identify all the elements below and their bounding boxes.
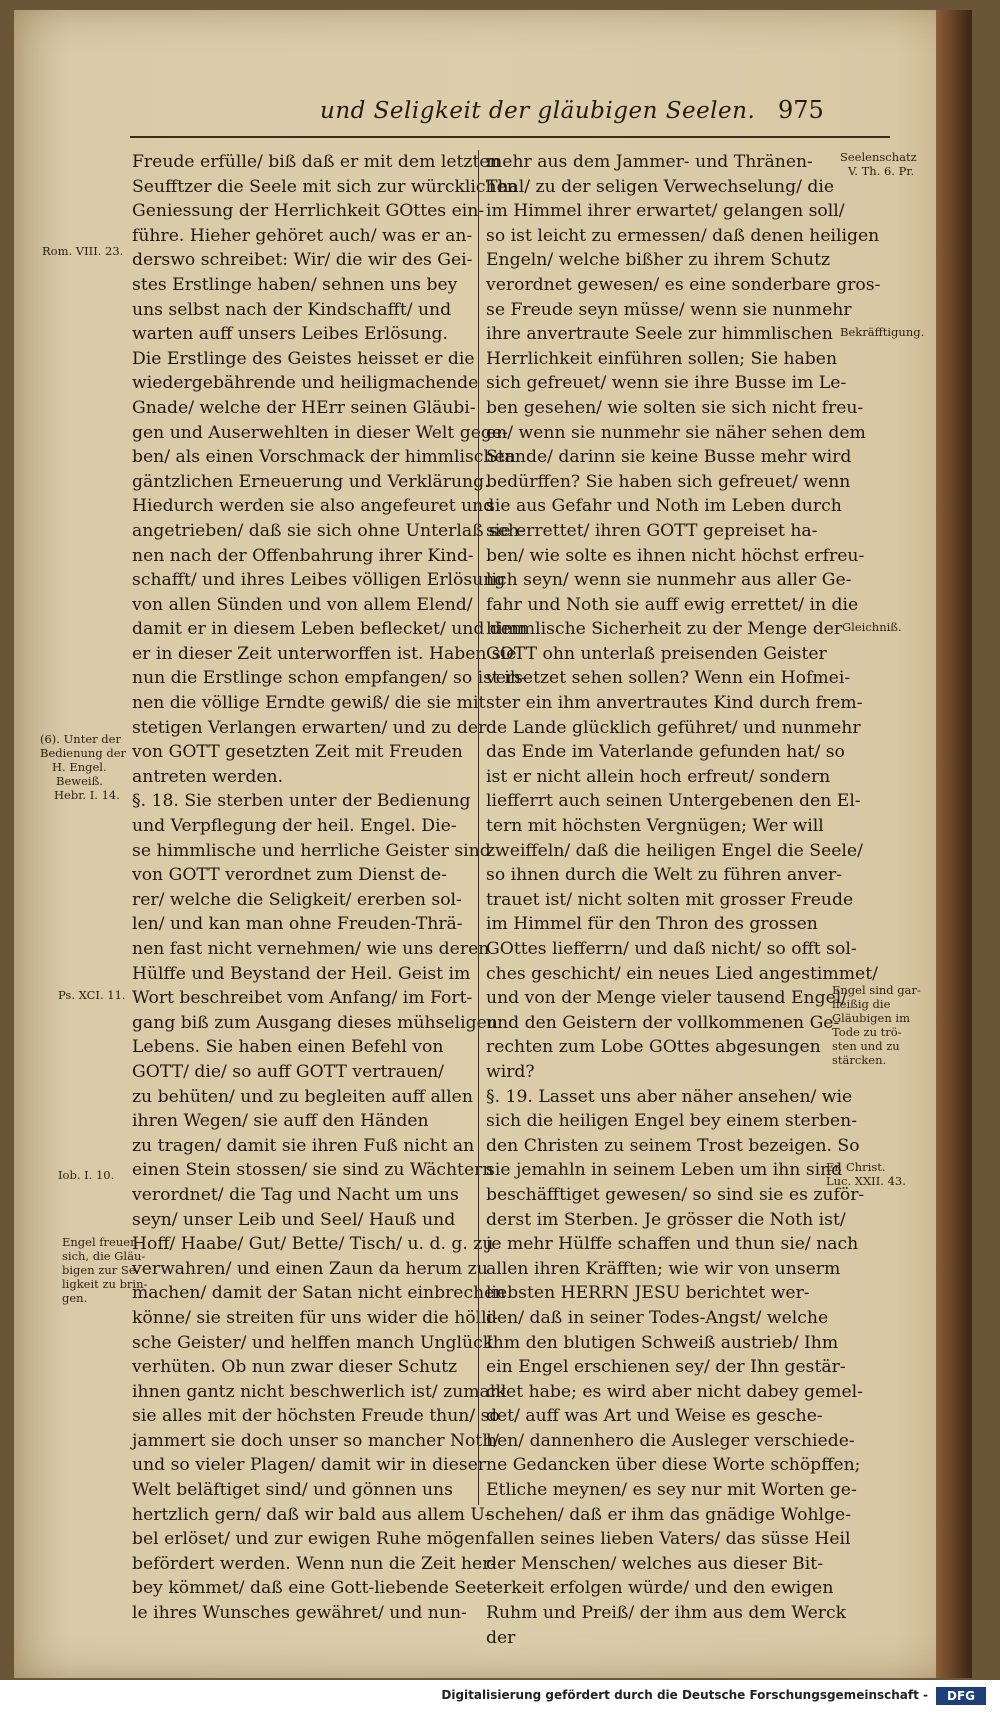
text-line: Thal/ zu der seligen Verwechselung/ die — [486, 176, 835, 197]
text-line: ein Engel erschienen sey/ der Ihn gestär- — [486, 1357, 846, 1378]
text-line: im Himmel ihrer erwartet/ gelangen soll/ — [486, 201, 845, 222]
text-line: tern mit höchsten Vergnügen; Wer will — [486, 816, 824, 837]
text-line: Freude erfülle/ biß daß er mit dem letzten — [132, 152, 501, 172]
text-line: nen fast nicht vernehmen/ wie uns deren — [132, 939, 490, 959]
text-line: gang biß zum Ausgang dieses mühseligen — [132, 1012, 498, 1033]
text-line: und Verpflegung der heil. Engel. Die- — [132, 816, 457, 837]
text-line: ihren Wegen/ sie auff den Händen — [132, 1111, 429, 1132]
text-line: GOTT ohn unterlaß preisenden Geister — [486, 643, 827, 664]
text-line: warten auff unsers Leibes Erlösung. — [132, 324, 448, 345]
text-line: Hiedurch werden sie also angefeuret und — [132, 496, 495, 517]
margin-note-bedienung: (6). Unter der Bedienung der H. Engel. Beweiß. Hebr. I. 14. — [40, 732, 127, 802]
text-line: verhüten. Ob nun zwar dieser Schutz — [132, 1357, 458, 1378]
text-line: der Menschen/ welches aus dieser Bit- — [486, 1553, 824, 1574]
text-line: damit er in diesem Leben beflecket/ und dem — [132, 619, 528, 640]
text-line: der — [486, 1627, 516, 1648]
text-line: verordnet/ die Tag und Nacht um uns — [132, 1184, 459, 1205]
text-line: bedürffen? Sie haben sich gefreuet/ wenn — [486, 471, 851, 492]
text-line: nen die völlige Erndte gewiß/ die sie mit — [132, 693, 486, 714]
text-line: cket habe; es wird aber nicht dabey gemel- — [486, 1381, 863, 1402]
text-line: GOttes liefferrn/ und daß nicht/ so offt sol- — [486, 939, 857, 959]
text-line: könne/ sie streiten für uns wider die hölli- — [132, 1307, 498, 1328]
text-line: sie alles mit der höchsten Freude thun/ so — [132, 1406, 500, 1427]
text-line: verwahren/ und einen Zaun da herum zu — [132, 1258, 488, 1279]
text-line: se Freude seyn müsse/ wenn sie nunmehr — [486, 299, 852, 320]
text-line: befördert werden. Wenn nun die Zeit her- — [132, 1553, 497, 1574]
text-line: zu behüten/ und zu begleiten auff allen — [132, 1086, 473, 1107]
text-line: liebsten HERRN JESU berichtet wer- — [486, 1283, 810, 1304]
text-line: von allen Sünden und von allem Elend/ — [132, 594, 473, 615]
book-spine — [936, 10, 972, 1678]
text-line: nen nach der Offenbahrung ihrer Kind- — [132, 545, 474, 566]
text-line: so ist leicht zu ermessen/ daß denen heiligen — [486, 225, 880, 246]
text-line: himmlische Sicherheit zu der Menge der — [486, 619, 843, 640]
text-line: §. 19. Lasset uns aber näher ansehen/ wie — [486, 1086, 853, 1107]
text-line: Welt beläftiget sind/ und gönnen uns — [132, 1480, 453, 1501]
text-line: schehen/ daß er ihm das gnädige Wohlge- — [486, 1504, 852, 1525]
margin-note-engel-sind: Engel sind gar- fleißig die Gläubigen im Tode zu trö- sten und zu stärcken. — [832, 983, 921, 1067]
text-line: und von der Menge vieler tausend Engel/ — [486, 988, 848, 1009]
text-line: wird? — [486, 1061, 535, 1082]
text-line: hertzlich gern/ daß wir bald aus allem U- — [132, 1504, 491, 1525]
text-line: ne Gedancken über diese Worte schöpffen; — [486, 1455, 861, 1476]
text-line: fallen seines lieben Vaters/ das süsse Heil — [486, 1529, 851, 1550]
text-line: terkeit erfolgen würde/ und den ewigen — [486, 1578, 834, 1599]
text-line: de Lande glücklich geführet/ und nunmehr — [486, 717, 861, 738]
text-line: §. 18. Sie sterben unter der Bedienung — [132, 791, 471, 812]
text-line: Hoff/ Haabe/ Gut/ Bette/ Tisch/ u. d. g. zu — [132, 1234, 494, 1255]
text-line: GOTT/ die/ so auff GOTT vertrauen/ — [132, 1061, 444, 1082]
text-line: gen und Auserwehlten in dieser Welt gege- — [132, 422, 508, 443]
text-line: so ihnen durch die Welt zu führen anver- — [486, 865, 843, 886]
text-line: derst im Sterben. Je grösser die Noth ist/ — [486, 1209, 846, 1230]
text-line: stes Erstlinge haben/ sehnen uns bey — [132, 274, 458, 295]
text-line: zweiffeln/ daß die heiligen Engel die Seele/ — [486, 840, 863, 861]
text-line: und den Geistern der vollkommenen Ge- — [486, 1012, 840, 1033]
text-line: ihnen gantz nicht beschwerlich ist/ zumahl — [132, 1381, 507, 1402]
margin-note-bekraeftigung: Bekräfftigung. — [840, 325, 925, 339]
text-line: en/ wenn sie nunmehr sie näher sehen dem — [486, 422, 866, 443]
text-line: ihre anvertraute Seele zur himmlischen — [486, 324, 833, 345]
margin-note-ps: Ps. XCI. 11. — [58, 988, 126, 1002]
text-line: hen/ dannenhero die Ausleger verschiede- — [486, 1430, 855, 1451]
text-line: rechten zum Lobe GOttes abgesungen — [486, 1037, 821, 1058]
text-line: Etliche meynen/ es sey nur mit Worten ge- — [486, 1480, 857, 1501]
text-line: gäntzlichen Erneuerung und Verklärung. — [132, 471, 490, 492]
text-line: angetrieben/ daß sie sich ohne Unterlaß seh- — [132, 520, 525, 541]
text-line: liefferrt auch seinen Untergebenen den El- — [486, 791, 861, 812]
margin-note-rom: Rom. VIII. 23. — [42, 244, 124, 258]
text-line: ist er nicht allein hoch erfreut/ sondern — [486, 766, 831, 787]
text-line: fahr und Noth sie auff ewig errettet/ in die — [486, 594, 859, 615]
text-line: Gnade/ welche der HErr seinen Gläubi- — [132, 397, 476, 418]
text-line: Wort beschreibet vom Anfang/ im Fort- — [132, 988, 473, 1009]
text-line: beschäfftiget gewesen/ so sind sie es zuför- — [486, 1184, 865, 1205]
text-line: mehr aus dem Jammer- und Thränen- — [486, 152, 813, 172]
text-line: Die Erstlinge des Geistes heisset er die — [132, 348, 475, 369]
text-line: uns selbst nach der Kindschafft/ und — [132, 299, 452, 320]
column-divider — [478, 150, 479, 1505]
text-line: wiedergebährende und heiligmachende — [132, 373, 479, 394]
footer-credit: Digitalisierung gefördert durch die Deutsche Forschungsgemeinschaft - — [441, 1688, 928, 1702]
text-line: Lebens. Sie haben einen Befehl von — [132, 1037, 444, 1058]
text-line: trauet ist/ nicht solten mit grosser Freude — [486, 889, 854, 910]
text-line: allen ihren Kräfften; wie wir von unserm — [486, 1258, 841, 1279]
text-line: ches geschicht/ ein neues Lied angestimmet/ — [486, 963, 878, 984]
text-line: len/ und kan man ohne Freuden-Thrä- — [132, 914, 463, 935]
text-line: ben/ als einen Vorschmack der himmlischen — [132, 447, 516, 468]
margin-note-engel-freuen: Engel freuen sich, die Gläu- bigen zur Se- ligkeit zu brin- gen. — [62, 1235, 148, 1305]
text-line: rer/ welche die Seligkeit/ ererben sol- — [132, 889, 462, 910]
margin-note-er-christ: Er. Christ. Luc. XXII. 43. — [826, 1160, 906, 1188]
text-line: machen/ damit der Satan nicht einbrechen — [132, 1283, 506, 1304]
text-line: ben gesehen/ wie solten sie sich nicht freu- — [486, 397, 864, 418]
left-text-column — [132, 150, 528, 1626]
text-line: sich gefreuet/ wenn sie ihre Busse im Le- — [486, 373, 847, 394]
text-line: im Himmel für den Thron des grossen — [486, 914, 818, 935]
text-line: Geniessung der Herrlichkeit GOttes ein- — [132, 201, 485, 222]
margin-note-seelenschatz: Seelenschatz V. Th. 6. Pr. — [840, 150, 917, 178]
dfg-logo: DFG — [936, 1687, 986, 1705]
text-line: sie jemahln in seinem Leben um ihn sind — [486, 1160, 843, 1181]
text-line: det/ auff was Art und Weise es gesche- — [486, 1406, 823, 1427]
page-number: 975 — [778, 96, 824, 124]
text-line: ben/ wie solte es ihnen nicht höchst erfreu- — [486, 545, 865, 566]
text-line: je mehr Hülffe schaffen und thun sie/ nach — [486, 1234, 859, 1255]
text-line: er in dieser Zeit unterworffen ist. Haben sie — [132, 643, 517, 664]
text-line: Herrlichkeit einführen sollen; Sie haben — [486, 348, 838, 369]
text-line: einen Stein stossen/ sie sind zu Wächtern — [132, 1160, 494, 1181]
text-line: führe. Hieher gehöret auch/ was er an- — [132, 225, 473, 246]
text-line: bey kömmet/ daß eine Gott-liebende See- — [132, 1578, 493, 1599]
text-line: antreten werden. — [132, 766, 284, 787]
text-line: sche Geister/ und helffen manch Unglück — [132, 1332, 494, 1353]
text-line: Stande/ darinn sie keine Busse mehr wird — [486, 447, 852, 468]
text-line: Ruhm und Preiß/ der ihm aus dem Werck — [486, 1603, 847, 1624]
text-line: Hülffe und Beystand der Heil. Geist im — [132, 963, 471, 984]
text-line: Seufftzer die Seele mit sich zur würcklichen — [132, 176, 518, 197]
text-line: von GOTT verordnet zum Dienst de- — [132, 865, 447, 886]
text-line: nun die Erstlinge schon empfangen/ so ist ih- — [132, 668, 527, 689]
text-line: bel erlöset/ und zur ewigen Ruhe mögen — [132, 1529, 486, 1550]
text-line: den/ daß in seiner Todes-Angst/ welche — [486, 1307, 829, 1328]
running-header: und Seligkeit der gläubigen Seelen. — [320, 98, 756, 124]
text-line: le ihres Wunsches gewähret/ und nun- — [132, 1603, 467, 1624]
header-rule — [130, 136, 890, 138]
text-line: den Christen zu seinem Trost bezeigen. So — [486, 1135, 860, 1156]
text-line: versetzet sehen sollen? Wenn ein Hofmei- — [486, 668, 851, 689]
text-line: Ihm den blutigen Schweiß austrieb/ Ihm — [486, 1332, 839, 1353]
text-line: lich seyn/ wenn sie nunmehr aus aller Ge- — [486, 570, 852, 591]
text-line: zu tragen/ damit sie ihren Fuß nicht an — [132, 1135, 475, 1156]
text-line: Engeln/ welche bißher zu ihrem Schutz — [486, 250, 831, 271]
text-line: se himmlische und herrliche Geister sind — [132, 840, 491, 861]
text-line: derswo schreibet: Wir/ die wir des Gei- — [132, 250, 473, 271]
text-line: sie errettet/ ihren GOTT gepreiset ha- — [486, 520, 818, 541]
text-line: von GOTT gesetzten Zeit mit Freuden — [132, 742, 463, 763]
text-line: seyn/ unser Leib und Seel/ Hauß und — [132, 1209, 456, 1230]
text-line: jammert sie doch unser so mancher Noth/ — [132, 1430, 500, 1451]
text-line: stetigen Verlangen erwarten/ und zu der — [132, 717, 487, 738]
text-line: sich die heiligen Engel bey einem sterben- — [486, 1111, 857, 1132]
text-line: verordnet gewesen/ es eine sonderbare gros- — [486, 274, 881, 295]
footer-bar — [0, 1680, 1000, 1713]
text-line: und so vieler Plagen/ damit wir in dieser — [132, 1455, 486, 1476]
text-line: sie aus Gefahr und Noth im Leben durch — [486, 496, 842, 517]
text-line: ster ein ihm anvertrautes Kind durch frem- — [486, 693, 863, 714]
margin-note-iob: Iob. I. 10. — [58, 1168, 115, 1182]
margin-note-gleichniss: Gleichniß. — [842, 620, 902, 634]
text-line: schafft/ und ihres Leibes völligen Erlösung — [132, 570, 506, 591]
text-line: das Ende im Vaterlande gefunden hat/ so — [486, 742, 845, 763]
